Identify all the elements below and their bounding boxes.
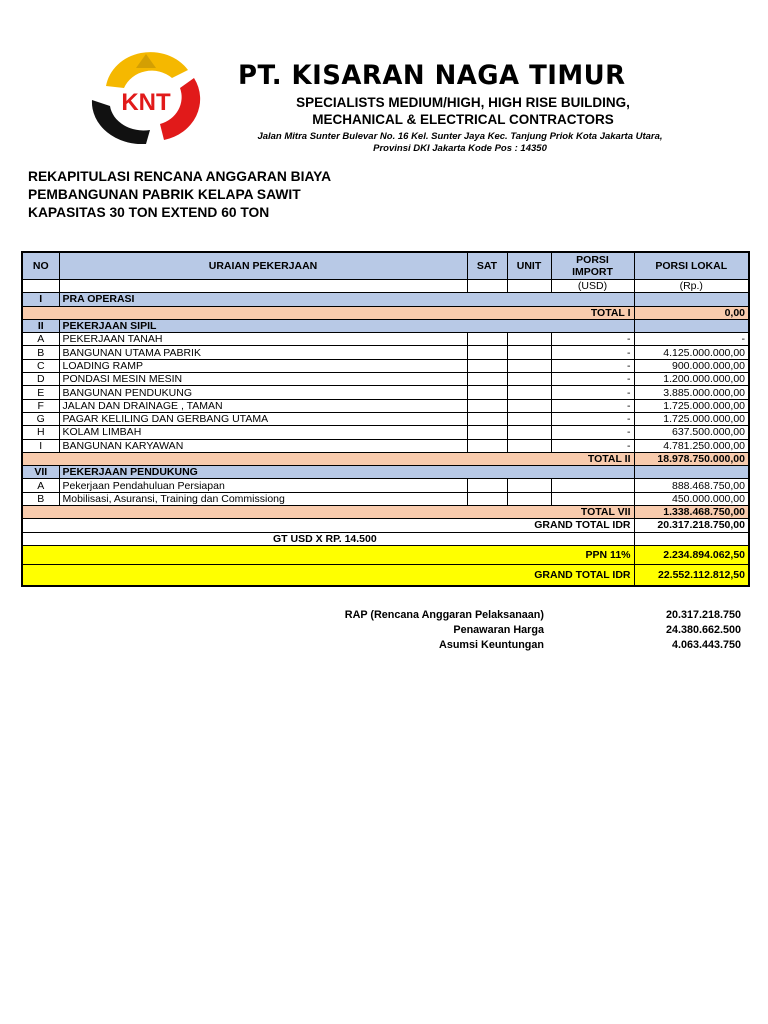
section-no: I — [22, 293, 59, 306]
summary-value: 20.317.218.750 — [665, 609, 741, 621]
table-header-row — [22, 252, 749, 280]
item-no: A — [22, 333, 59, 346]
total-label: TOTAL II — [22, 452, 634, 465]
item-lokal: 900.000.000,00 — [634, 359, 749, 372]
section-row — [22, 319, 749, 332]
table-row — [22, 359, 749, 372]
item-import: - — [551, 359, 634, 372]
title-line-2: PEMBANGUNAN PABRIK KELAPA SAWIT — [28, 187, 301, 202]
summary-value: 24.380.662.500 — [665, 624, 741, 636]
company-tagline — [218, 94, 708, 128]
item-lokal: 1.725.000.000,00 — [634, 412, 749, 425]
summary-block — [300, 608, 745, 653]
item-lokal: 1.200.000.000,00 — [634, 373, 749, 386]
item-import: - — [551, 373, 634, 386]
item-name: LOADING RAMP — [59, 359, 467, 372]
document-title — [28, 168, 331, 222]
title-line-1: REKAPITULASI RENCANA ANGGARAN BIAYA — [28, 169, 332, 184]
company-name: PT. KISARAN NAGA TIMUR — [238, 60, 626, 91]
item-no: D — [22, 373, 59, 386]
total-value: 0,00 — [634, 306, 749, 319]
summary-value: 4.063.443.750 — [671, 639, 741, 651]
item-import: - — [551, 346, 634, 359]
grand-total-row — [22, 519, 749, 532]
header-no: NO — [22, 252, 59, 280]
company-address — [212, 131, 708, 155]
total-label: TOTAL I — [22, 306, 634, 319]
section-name: PEKERJAAN PENDUKUNG — [59, 466, 634, 479]
tagline-line-2: MECHANICAL & ELECTRICAL CONTRACTORS — [312, 112, 614, 127]
letterhead — [68, 44, 708, 154]
section-name: PRA OPERASI — [59, 293, 634, 306]
item-no: B — [22, 346, 59, 359]
table-row — [22, 439, 749, 452]
table-row — [22, 333, 749, 346]
table-row — [22, 412, 749, 425]
currency-import: (USD) — [551, 280, 634, 293]
item-name: JALAN DAN DRAINAGE , TAMAN — [59, 399, 467, 412]
item-no: G — [22, 412, 59, 425]
budget-table — [21, 251, 750, 587]
address-line-1: Jalan Mitra Sunter Bulevar No. 16 Kel. Sunter Jaya Kec. Tanjung Priok Kota Jakarta Utara, — [257, 131, 663, 142]
item-import: - — [551, 412, 634, 425]
item-lokal: 888.468.750,00 — [634, 479, 749, 492]
tagline-line-1: SPECIALISTS MEDIUM/HIGH, HIGH RISE BUILDING, — [296, 95, 630, 110]
item-lokal: 3.885.000.000,00 — [634, 386, 749, 399]
table-row — [22, 386, 749, 399]
item-import: - — [551, 333, 634, 346]
total-row — [22, 306, 749, 319]
table-row — [22, 346, 749, 359]
item-no: E — [22, 386, 59, 399]
item-name: PONDASI MESIN MESIN — [59, 373, 467, 386]
summary-label: Penawaran Harga — [453, 624, 544, 636]
item-no: I — [22, 439, 59, 452]
company-logo — [76, 48, 216, 144]
summary-row — [300, 638, 745, 653]
grand-total-final-label: GRAND TOTAL IDR — [22, 564, 634, 586]
table-row — [22, 426, 749, 439]
ppn-value: 2.234.894.062,50 — [634, 545, 749, 564]
item-no: F — [22, 399, 59, 412]
total-row — [22, 452, 749, 465]
item-lokal: 1.725.000.000,00 — [634, 399, 749, 412]
table-row — [22, 399, 749, 412]
item-import: - — [551, 426, 634, 439]
section-no: II — [22, 319, 59, 332]
item-name: KOLAM LIMBAH — [59, 426, 467, 439]
address-line-2: Provinsi DKI Jakarta Kode Pos : 14350 — [373, 143, 547, 154]
gt-usd-label: GT USD X RP. 14.500 — [22, 532, 634, 545]
item-no: A — [22, 479, 59, 492]
item-name: PAGAR KELILING DAN GERBANG UTAMA — [59, 412, 467, 425]
item-lokal: 4.781.250.000,00 — [634, 439, 749, 452]
grand-total-final-row — [22, 564, 749, 586]
item-import: - — [551, 399, 634, 412]
section-name: PEKERJAAN SIPIL — [59, 319, 634, 332]
item-name: BANGUNAN UTAMA PABRIK — [59, 346, 467, 359]
item-import: - — [551, 439, 634, 452]
table-row — [22, 479, 749, 492]
summary-row — [300, 608, 745, 623]
item-lokal: 450.000.000,00 — [634, 492, 749, 505]
grand-total-value: 20.317.218.750,00 — [634, 519, 749, 532]
ppn-label: PPN 11% — [22, 545, 634, 564]
currency-row — [22, 280, 749, 293]
currency-lokal: (Rp.) — [634, 280, 749, 293]
summary-row — [300, 623, 745, 638]
ppn-row — [22, 545, 749, 564]
section-no: VII — [22, 466, 59, 479]
item-name: BANGUNAN KARYAWAN — [59, 439, 467, 452]
table-row — [22, 373, 749, 386]
item-name: PEKERJAAN TANAH — [59, 333, 467, 346]
section-row — [22, 466, 749, 479]
title-line-3: KAPASITAS 30 TON EXTEND 60 TON — [28, 205, 270, 220]
item-no: H — [22, 426, 59, 439]
item-lokal: 4.125.000.000,00 — [634, 346, 749, 359]
summary-label: Asumsi Keuntungan — [439, 639, 544, 651]
total-label: TOTAL VII — [22, 506, 634, 519]
item-lokal: - — [634, 333, 749, 346]
header-unit: UNIT — [507, 252, 551, 280]
total-value: 1.338.468.750,00 — [634, 506, 749, 519]
grand-total-label: GRAND TOTAL IDR — [22, 519, 634, 532]
item-no: B — [22, 492, 59, 505]
item-name: BANGUNAN PENDUKUNG — [59, 386, 467, 399]
header-porsi-lokal: PORSI LOKAL — [634, 252, 749, 280]
item-lokal: 637.500.000,00 — [634, 426, 749, 439]
section-row — [22, 293, 749, 306]
grand-total-final-value: 22.552.112.812,50 — [634, 564, 749, 586]
item-no: C — [22, 359, 59, 372]
item-name: Pekerjaan Pendahuluan Persiapan — [59, 479, 467, 492]
table-row — [22, 492, 749, 505]
header-sat: SAT — [467, 252, 507, 280]
total-value: 18.978.750.000,00 — [634, 452, 749, 465]
item-name: Mobilisasi, Asuransi, Training dan Commissiong — [59, 492, 467, 505]
item-import: - — [551, 386, 634, 399]
company-info — [238, 60, 708, 155]
logo-text: KNT — [121, 89, 171, 116]
header-porsi-import: PORSI IMPORT — [551, 252, 634, 280]
header-uraian: URAIAN PEKERJAAN — [59, 252, 467, 280]
summary-label: RAP (Rencana Anggaran Pelaksanaan) — [344, 609, 544, 621]
gt-usd-row — [22, 532, 749, 545]
total-row — [22, 506, 749, 519]
